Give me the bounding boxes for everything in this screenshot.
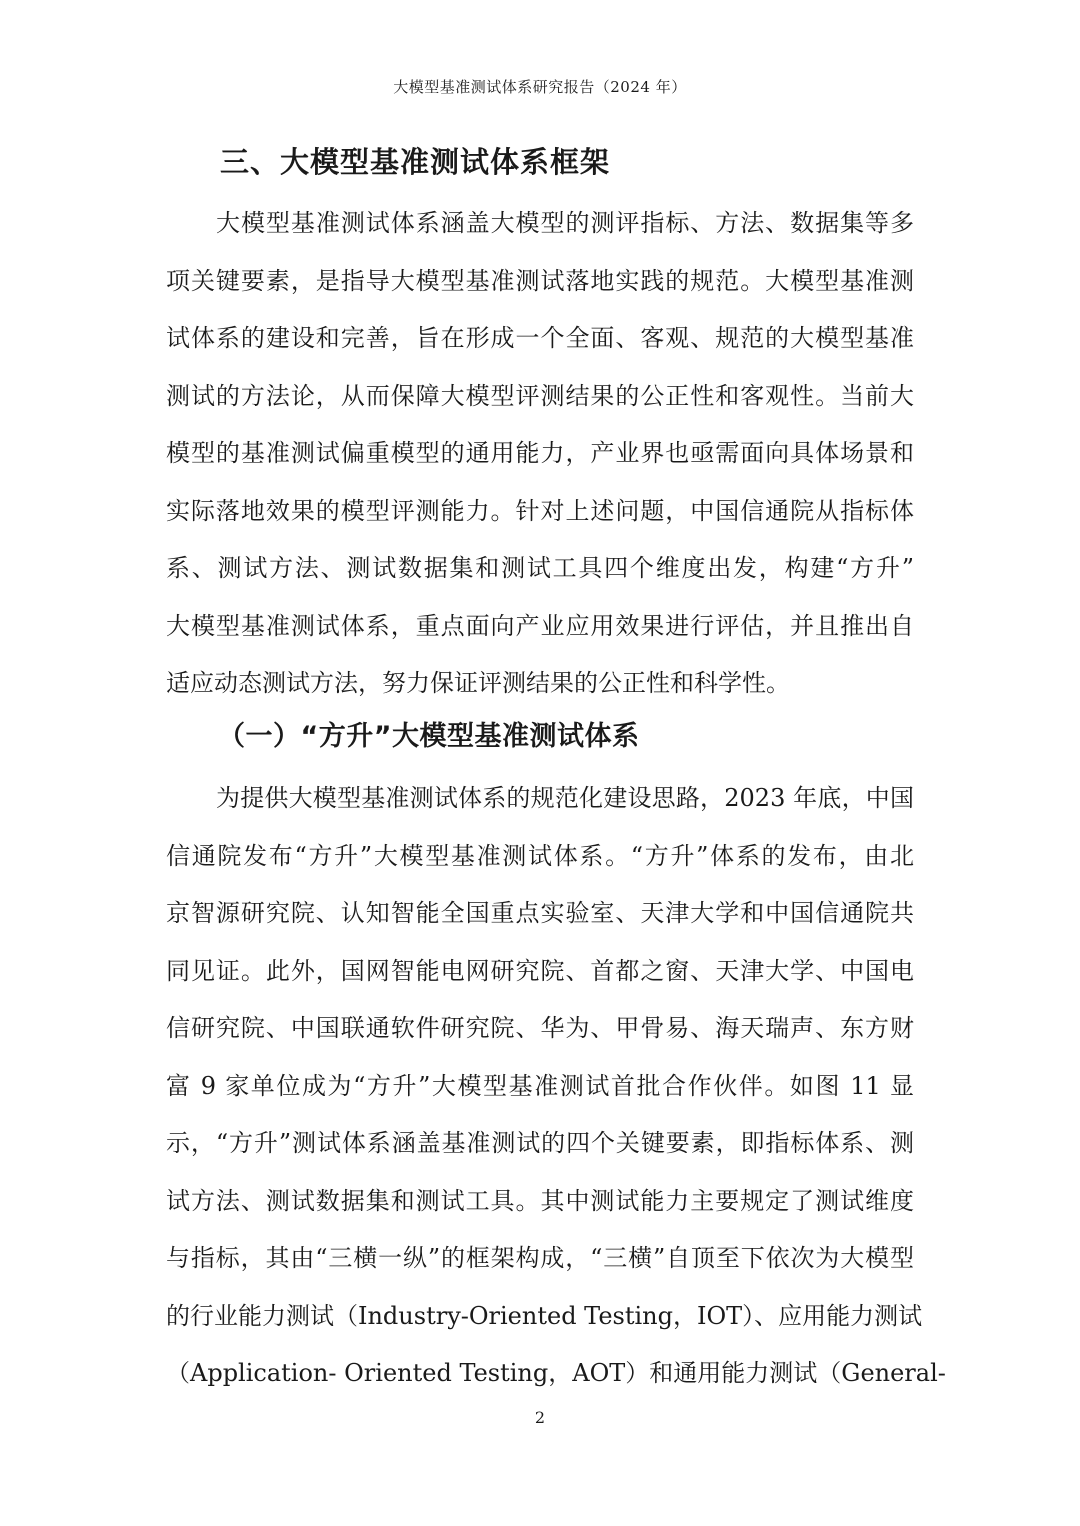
paragraph-line: 示，“方升”测试体系涵盖基准测试的四个关键要素，即指标体系、测 [166,1129,914,1157]
paragraph-line: 项关键要素，是指导大模型基准测试落地实践的规范。大模型基准测 [166,266,914,295]
paragraph-line: 模型的基准测试偏重模型的通用能力，产业界也亟需面向具体场景和 [166,439,914,467]
paragraph-line: 信通院发布“方升”大模型基准测试体系。“方升”体系的发布，由北 [166,841,914,870]
running-header: 大模型基准测试体系研究报告（2024 年） [393,78,687,96]
paragraph-line: 系、测试方法、测试数据集和测试工具四个维度出发，构建“方升” [166,554,914,582]
paragraph-line: 大模型基准测试体系，重点面向产业应用效果进行评估，并且推出自 [166,611,914,640]
paragraph-line: 信研究院、中国联通软件研究院、华为、甲骨易、海天瑞声、东方财 [166,1014,914,1042]
paragraph-line: 试方法、测试数据集和测试工具。其中测试能力主要规定了测试维度 [166,1186,914,1215]
paragraph-line: 的行业能力测试（Industry-Oriented Testing，IOT）、应用能力测试 [166,1301,923,1330]
paragraph-line: 富 9 家单位成为“方升”大模型基准测试首批合作伙伴。如图 11 显 [166,1071,914,1100]
page-number: 2 [534,1408,546,1427]
paragraph-line: 同见证。此外，国网智能电网研究院、首都之窗、天津大学、中国电 [166,956,914,985]
paragraph-line: 试体系的建设和完善，旨在形成一个全面、客观、规范的大模型基准 [166,324,914,352]
paragraph-line: 适应动态测试方法，努力保证评测结果的公正性和科学性。 [166,669,790,697]
paragraph-line: 测试的方法论，从而保障大模型评测结果的公正性和客观性。当前大 [166,381,914,410]
section-heading: 三、大模型基准测试体系框架 [220,145,611,179]
paragraph-line: 与指标，其由“三横一纵”的框架构成，“三横”自顶至下依次为大模型 [166,1244,914,1272]
paragraph-2 [166,770,946,1403]
paragraph-1 [166,195,914,713]
paragraph-line: 京智源研究院、认知智能全国重点实验室、天津大学和中国信通院共 [166,899,914,927]
subsection-heading: （一）“方升”大模型基准测试体系 [218,721,640,752]
paragraph-line: 大模型基准测试体系涵盖大模型的测评指标、方法、数据集等多 [216,209,914,237]
paragraph-line: 为提供大模型基准测试体系的规范化建设思路，2023 年底，中国 [216,784,914,812]
paragraph-line: 实际落地效果的模型评测能力。针对上述问题，中国信通院从指标体 [166,496,914,525]
paragraph-line: （Application- Oriented Testing，AOT）和通用能力测试（General- [166,1359,946,1387]
